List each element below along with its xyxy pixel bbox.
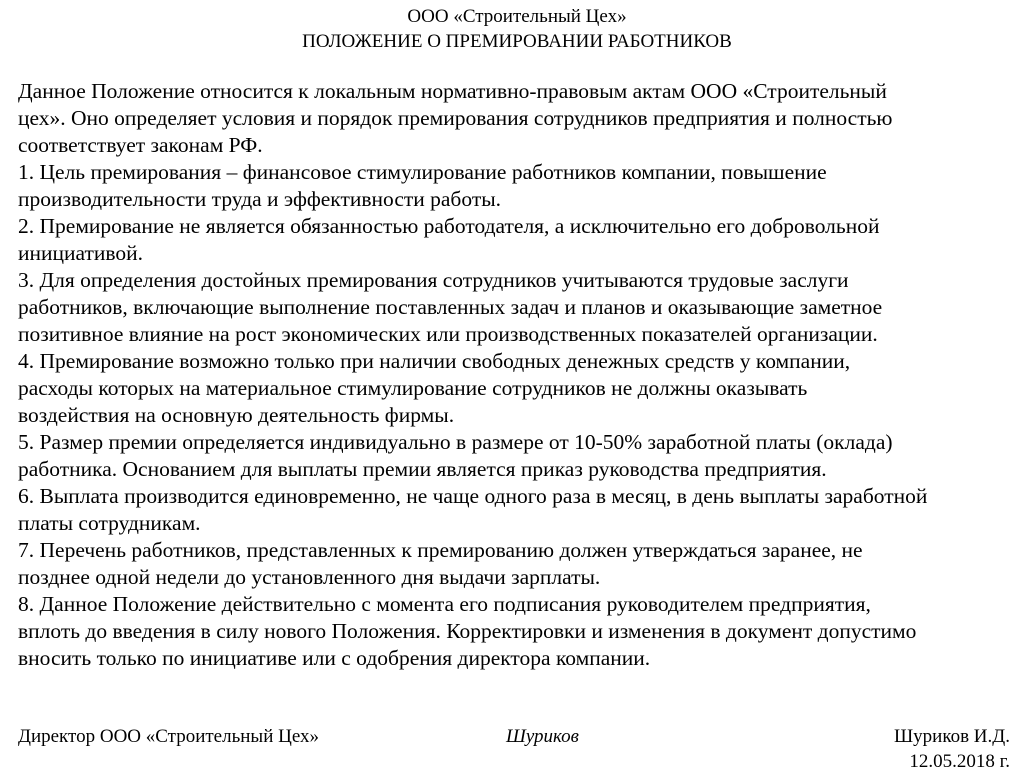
signature-date: 12.05.2018 г.: [909, 751, 1010, 772]
clause-line: 5. Размер премии определяется индивидуально в размере от 10-50% заработной платы (оклада): [18, 430, 893, 454]
clause-line: воздействия на основную деятельность фирмы.: [18, 403, 455, 427]
signatory-position: Директор ООО «Строительный Цех»: [18, 726, 320, 747]
clause-line: 7. Перечень работников, представленных к премированию должен утверждаться заранее, не: [18, 538, 863, 562]
clause-line: производительности труда и эффективности работы.: [18, 187, 502, 211]
clause-line: расходы которых на материальное стимулирование сотрудников не должны оказывать: [18, 376, 808, 400]
clause-5: [18, 429, 1022, 483]
clause-line: 6. Выплата производится единовременно, не чаще одного раза в месяц, в день выплаты заработной: [18, 484, 928, 508]
clause-line: 3. Для определения достойных премирования сотрудников учитываются трудовые заслуги: [18, 268, 849, 292]
document-header: [0, 4, 1034, 54]
clause-line: вплоть до введения в силу нового Положения. Корректировки и изменения в документ допустимо: [18, 619, 917, 643]
clause-line: работников, включающие выполнение поставленных задач и планов и оказывающие заметное: [18, 295, 883, 319]
clause-line: вносить только по инициативе или с одобрения директора компании.: [18, 646, 651, 670]
clause-line: позитивное влияние на рост экономических или производственных показателей организации.: [18, 322, 878, 346]
clause-line: работника. Основанием для выплаты премии является приказ руководства предприятия.: [18, 457, 827, 481]
clause-line: платы сотрудникам.: [18, 511, 201, 535]
clause-line: 8. Данное Положение действительно с момента его подписания руководителем предприятия,: [18, 592, 871, 616]
clause-1: [18, 159, 1022, 213]
intro-line: соответствует законам РФ.: [18, 133, 263, 157]
clause-6: [18, 483, 1022, 537]
clause-8: [18, 591, 1022, 672]
clause-7: [18, 537, 1022, 591]
intro-line: цех». Оно определяет условия и порядок премирования сотрудников предприятия и полностью: [18, 106, 893, 130]
clause-line: позднее одной недели до установленного дня выдачи зарплаты.: [18, 565, 601, 589]
clause-line: 4. Премирование возможно только при наличии свободных денежных средств у компании,: [18, 349, 851, 373]
document-title: ПОЛОЖЕНИЕ О ПРЕМИРОВАНИИ РАБОТНИКОВ: [302, 31, 732, 52]
intro-paragraph: [18, 78, 1022, 159]
handwritten-signature: Шуриков: [506, 726, 579, 747]
company-name: ООО «Строительный Цех»: [407, 6, 627, 27]
signature-block: [0, 724, 1034, 780]
clause-4: [18, 348, 1022, 429]
document-body: [18, 78, 1022, 672]
clause-line: инициативой.: [18, 241, 144, 265]
signatory-name: Шуриков И.Д.: [893, 726, 1010, 747]
intro-line: Данное Положение относится к локальным нормативно-правовым актам ООО «Строительный: [18, 79, 887, 103]
clause-line: 1. Цель премирования – финансовое стимулирование работников компании, повышение: [18, 160, 827, 184]
clause-line: 2. Премирование не является обязанностью работодателя, а исключительно его добровольной: [18, 214, 880, 238]
clause-3: [18, 267, 1022, 348]
clause-2: [18, 213, 1022, 267]
